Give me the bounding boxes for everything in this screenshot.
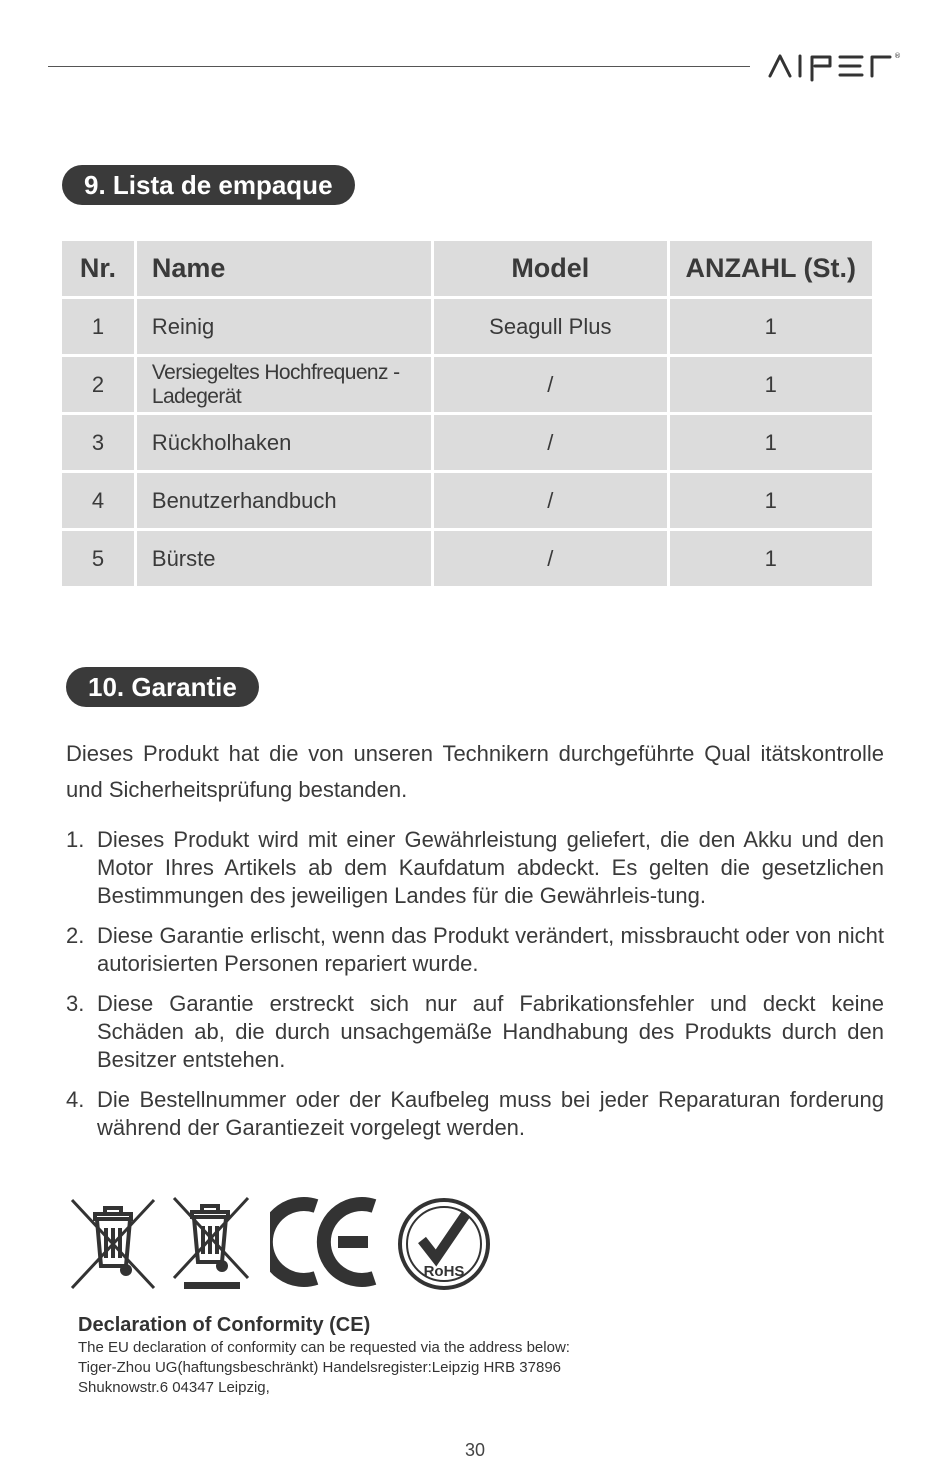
- cell-name: Rückholhaken: [137, 415, 431, 470]
- cell-model: /: [434, 357, 667, 412]
- declaration-line: Tiger-Zhou UG(haftungsbeschränkt) Handelsregister:Leipzig HRB 37896: [78, 1359, 562, 1376]
- aiper-logo-mark: [766, 44, 906, 84]
- list-item-text: Die Bestellnummer oder der Kaufbeleg muss bei jeder Reparaturan forderung während der Garantiezeit vorgelegt werden.: [97, 1087, 884, 1140]
- cell-name: Benutzerhandbuch: [137, 473, 431, 528]
- header-rule: [48, 66, 750, 67]
- cell-name: Reinig: [137, 299, 431, 354]
- table-row: [62, 357, 872, 412]
- cell-model: Seagull Plus: [434, 299, 667, 354]
- list-item-number: 2.: [66, 923, 85, 948]
- cell-nr: 4: [62, 473, 134, 528]
- declaration-of-conformity: [78, 1312, 778, 1398]
- rohs-label: RoHS: [423, 1263, 465, 1280]
- cell-qty: 1: [670, 357, 872, 412]
- list-item-text: Diese Garantie erlischt, wenn das Produkt verändert, missbraucht oder von nicht autorisierten Personen repariert wurde.: [97, 923, 884, 976]
- declaration-line: The EU declaration of conformity can be requested via the address below:: [78, 1339, 570, 1356]
- declaration-title: Declaration of Conformity (CE): [78, 1314, 371, 1336]
- list-item-text: Dieses Produkt wird mit einer Gewährleistung geliefert, die den Akku und den Motor Ihres Artikels ab dem Kaufdatum abdeckt. Es gelten die gesetzlichen Bestimmungen des jeweiligen Landes für die Gewährleis-tung.: [97, 827, 884, 908]
- cell-qty: 1: [670, 415, 872, 470]
- cell-nr: 5: [62, 531, 134, 586]
- cell-nr: 3: [62, 415, 134, 470]
- cell-name: Versiegeltes Hochfrequenz -Ladegerät: [137, 357, 431, 412]
- section9-title: 9. Lista de empaque: [62, 165, 355, 205]
- table-row: [62, 531, 872, 586]
- cell-nr: 1: [62, 299, 134, 354]
- cell-qty: 1: [670, 473, 872, 528]
- list-item-text: Diese Garantie erstreckt sich nur auf Fabrikationsfehler und deckt keine Schäden ab, die durch unsachgemäße Handhabung des Produkts durch den Besitzer entstehen.: [97, 991, 884, 1072]
- table-header-row: [62, 241, 872, 296]
- page-number: 30: [464, 1440, 486, 1460]
- cell-name: Bürste: [137, 531, 431, 586]
- cell-nr: 2: [62, 357, 134, 412]
- col-header-nr: Nr.: [62, 241, 134, 296]
- list-item: [66, 826, 884, 910]
- table-row: [62, 299, 872, 354]
- cell-qty: 1: [670, 531, 872, 586]
- weee-bin-icon: [68, 1196, 158, 1292]
- compliance-symbols: [66, 1196, 506, 1296]
- list-item-number: 1.: [66, 827, 85, 852]
- declaration-line: Shuknowstr.6 04347 Leipzig,: [78, 1379, 270, 1396]
- cell-qty: 1: [670, 299, 872, 354]
- aiper-logo: [766, 44, 906, 84]
- rohs-icon: [396, 1196, 492, 1292]
- col-header-model: Model: [434, 241, 667, 296]
- cell-model: /: [434, 415, 667, 470]
- list-item: [66, 922, 884, 978]
- warranty-terms-list: [66, 826, 884, 1142]
- list-item: [66, 990, 884, 1074]
- table-row: [62, 473, 872, 528]
- registered-mark: ®: [894, 52, 901, 60]
- section10-title: 10. Garantie: [66, 667, 259, 707]
- col-header-qty: ANZAHL (St.): [670, 241, 872, 296]
- ce-mark-icon: [270, 1196, 378, 1288]
- list-item-number: 4.: [66, 1087, 85, 1112]
- table-row: [62, 415, 872, 470]
- warranty-intro: Dieses Produkt hat die von unseren Technikern durchgeführte Qual itätskontrolle und Sicherheitsprüfung bestanden.: [66, 741, 884, 802]
- weee-bin-bar-icon: [170, 1196, 252, 1292]
- col-header-name: Name: [137, 241, 431, 296]
- cell-model: /: [434, 473, 667, 528]
- list-item: [66, 1086, 884, 1142]
- cell-model: /: [434, 531, 667, 586]
- list-item-number: 3.: [66, 991, 85, 1016]
- packing-list-table: [59, 238, 875, 589]
